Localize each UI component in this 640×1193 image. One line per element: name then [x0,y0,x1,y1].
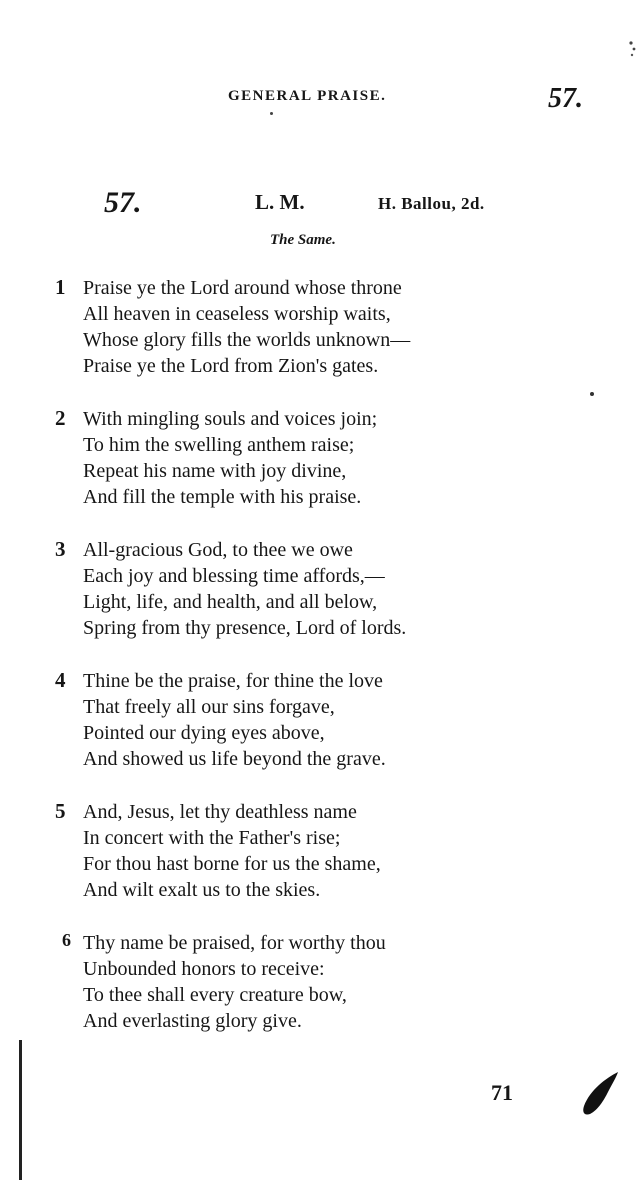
page-number: 71 [491,1080,513,1105]
verse-line: To thee shall every creature bow, [83,984,347,1006]
stanza-lines [83,668,386,772]
verse-line: To him the swelling anthem raise; [83,434,355,456]
stanza-4 [0,668,640,799]
stanza-2 [0,406,640,537]
stanza-number: 3 [55,537,66,561]
verse-line: Spring from thy presence, Lord of lords. [83,617,407,639]
print-speck [270,112,273,115]
edge-specks [628,40,638,60]
stanza-3 [0,537,640,668]
verse-line: Each joy and blessing time affords,— [83,565,385,587]
stanza-lines [83,537,406,641]
verse-line: In concert with the Father's rise; [83,827,341,849]
stanza-1 [0,275,640,406]
hymn-author: H. Ballou, 2d. [378,194,485,213]
verse-line: And fill the temple with his praise. [83,486,362,508]
print-speck [590,392,594,396]
verse-line: For thou hast borne for us the shame, [83,853,381,875]
verse-line: Repeat his name with joy divine, [83,460,347,482]
verse-line: And everlasting glory give. [83,1010,302,1032]
stanza-number: 2 [55,406,66,430]
stanza-number: 6 [62,930,71,950]
stanza-lines [83,799,381,903]
verse-line: Whose glory fills the worlds unknown— [83,329,411,351]
verse-line: Unbounded honors to receive: [83,958,325,980]
stanza-number: 5 [55,799,66,823]
page-reference: 57. [548,83,583,114]
stanza-lines [83,406,377,510]
page-corner-ink-mark [578,1070,622,1120]
verse-line: Light, life, and health, and all below, [83,591,378,613]
verse-line: And, Jesus, let thy deathless name [83,801,357,823]
hymn-subtitle: The Same. [270,232,336,248]
hymn-number: 57. [104,186,142,219]
running-title: GENERAL PRAISE. [228,88,387,104]
verse-line: Thine be the praise, for thine the love [83,670,383,692]
stanza-lines [83,930,386,1034]
verse-line: And showed us life beyond the grave. [83,748,386,770]
stanza-number: 1 [55,275,66,299]
binding-edge-line [19,1040,22,1180]
verse-line: That freely all our sins forgave, [83,696,335,718]
stanza-5 [0,799,640,930]
verse-line: With mingling souls and voices join; [83,408,378,430]
verse-line: Praise ye the Lord around whose throne [83,277,402,299]
verse-line: Praise ye the Lord from Zion's gates. [83,355,379,377]
hymn-meter: L. M. [255,190,305,214]
verse-line: And wilt exalt us to the skies. [83,879,321,901]
stanza-lines [83,275,410,379]
verse-line: All heaven in ceaseless worship waits, [83,303,391,325]
stanza-list [0,275,640,1061]
stanza-number: 4 [55,668,66,692]
verse-line: Thy name be praised, for worthy thou [83,932,386,954]
stanza-6 [0,930,640,1061]
verse-line: Pointed our dying eyes above, [83,722,325,744]
verse-line: All-gracious God, to thee we owe [83,539,353,561]
